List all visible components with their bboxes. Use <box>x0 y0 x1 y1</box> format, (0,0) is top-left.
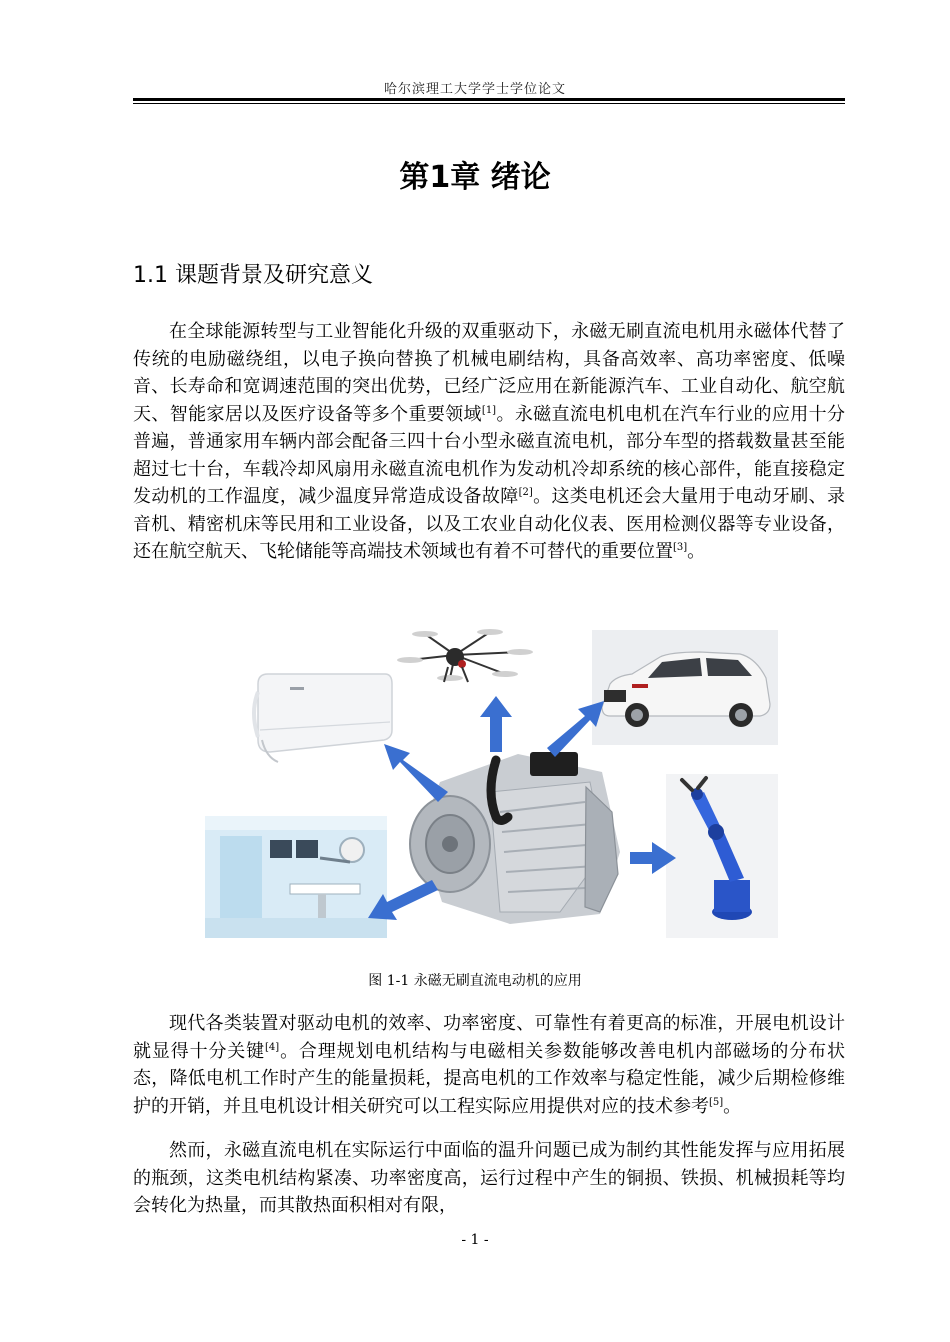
air-conditioner-image <box>245 667 395 782</box>
paragraph-3 <box>133 1137 845 1220</box>
running-header: 哈尔滨理工大学学士学位论文 <box>383 82 566 97</box>
chapter-title: 第1章 绪论 <box>399 160 551 195</box>
arrow-to-drone <box>480 696 512 752</box>
citation-ref[interactable]: [2] <box>518 487 533 498</box>
figure-motor-applications <box>200 612 780 948</box>
page-number: - 1 - <box>461 1232 489 1248</box>
paragraph-text: 。合理规划电机结构与电磁相关参数能够改善电机内部磁场的分布状态，降低电机工作时产生的能量损耗，提高电机的工作效率与稳定性能，减少后期检修维护的开销，并且电机设计相关研究可以工程实际应用提供对应的技术参考 <box>133 1040 846 1117</box>
paragraph-text: 。 <box>687 541 706 562</box>
paragraph-1 <box>133 318 845 566</box>
paragraph-text: 。这类电机还会大量用于电动牙刷、录音机、精密机床等民用和工业设备，以及工农业自动化仪表、医用检测仪器等专业设备，还在航空航天、飞轮储能等高端技术领域也有着不可替代的重要位置 <box>133 486 845 562</box>
robot-arm-image <box>666 774 778 938</box>
paragraph-2 <box>133 1010 845 1120</box>
paragraph-text: 现代各类装置对驱动电机的效率、功率密度、可靠性有着更高的标准，开展电机设计就显得十分关键 <box>133 1013 845 1062</box>
citation-ref[interactable]: [5] <box>709 1096 724 1108</box>
suv-car-image <box>592 630 778 745</box>
header-rule-thin <box>133 103 845 104</box>
figure-caption: 图 1-1 永磁无刷直流电动机的应用 <box>368 973 582 989</box>
citation-ref[interactable]: [1] <box>481 404 497 416</box>
paragraph-text: 然而，永磁直流电机在实际运行中面临的温升问题已成为制约其性能发挥与应用拓展的瓶颈，这类电机结构紧凑、功率密度高，运行过程中产生的铜损、铁损、机械损耗等均会转化为热量，而其散热面积相对有限， <box>133 1140 845 1216</box>
citation-ref[interactable]: [4] <box>265 1041 280 1053</box>
drone-image <box>397 629 533 682</box>
header-rule-thick <box>133 98 845 101</box>
operating-room-image <box>205 816 387 938</box>
citation-ref[interactable]: [3] <box>673 542 688 553</box>
section-heading: 1.1 课题背景及研究意义 <box>133 263 373 288</box>
bldc-motor-image <box>410 752 620 924</box>
paragraph-text: 。 <box>723 1095 742 1117</box>
paragraph-text: 。永磁直流电机电机在汽车行业的应用十分普遍，普通家用车辆内部会配备三四十台小型永磁直流电机，部分车型的搭载数量甚至能超过七十台，车载冷却风扇用永磁直流电机作为发动机冷却系统的核心部件，能直接稳定发动机的工作温度，减少温度异常造成设备故障 <box>133 403 846 507</box>
paragraph-text: 在全球能源转型与工业智能化升级的双重驱动下，永磁无刷直流电机用永磁体代替了传统的电励磁绕组，以电子换向替换了机械电刷结构，具备高效率、高功率密度、低噪音、长寿命和宽调速范围的突出优势，已经广泛应用在新能源汽车、工业自动化、航空航天、智能家居以及医疗设备等多个重要领域 <box>133 321 845 425</box>
